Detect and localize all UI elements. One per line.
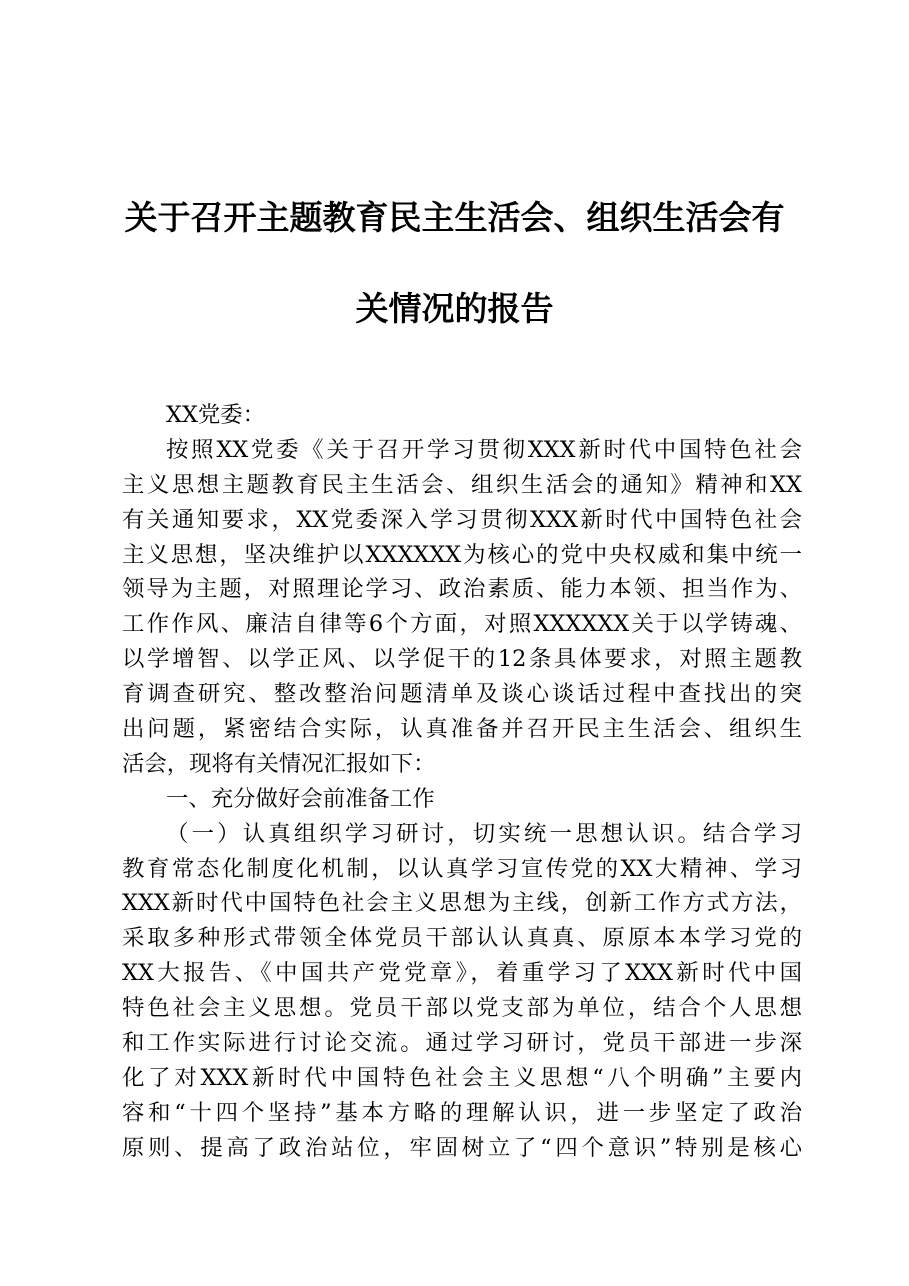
paragraph-line: 容和“十四个坚持”基本方略的理解认识，进一步坚定了政治 [122,1099,802,1126]
paragraph-line: 活会，现将有关情况汇报如下： [122,750,436,777]
paragraph-line: 采取多种形式带领全体党员干部认认真真、原原本本学习党的 [122,925,802,952]
paragraph-line: 化了对XXX新时代中国特色社会主义思想“八个明确”主要内 [122,1064,802,1091]
section-heading: 一、充分做好会前准备工作 [166,785,435,812]
paragraph-line: 育调查研究、整改整治问题清单及谈心谈话过程中查找出的突 [122,681,802,708]
paragraph-line: 特色社会主义思想。党员干部以党支部为单位，结合个人思想 [122,995,802,1022]
document-title-line-2: 关情况的报告 [355,289,554,328]
paragraph-line: 按照XX党委《关于召开学习贯彻XXX新时代中国特色社会 [166,436,802,463]
document-body [122,398,802,1166]
paragraph-line: 有关通知要求，XX党委深入学习贯彻XXX新时代中国特色社会 [122,506,802,533]
paragraph-line: 以学增智、以学正风、以学促干的12条具体要求，对照主题教 [122,646,802,673]
paragraph-line: （一）认真组织学习研讨，切实统一思想认识。结合学习 [166,820,802,847]
document-title-line-1: 关于召开主题教育民主生活会、组织生活会有 [124,198,785,237]
paragraph-line: 工作作风、廉洁自律等6个方面，对照XXXXXX关于以学铸魂、 [122,611,802,638]
paragraph-line: 主义思想主题教育民主生活会、组织生活会的通知》精神和XX [122,471,802,498]
paragraph-line: 出问题，紧密结合实际，认真准备并召开民主生活会、组织生 [122,716,802,743]
paragraph-line: 主义思想，坚决维护以XXXXXX为核心的党中央权威和集中统一 [122,541,802,568]
salutation: XX党委： [166,402,266,428]
paragraph-line: XX大报告、《中国共产党党章》，着重学习了XXX新时代中国 [122,960,802,987]
paragraph-line: 原则、提高了政治站位，牢固树立了“四个意识”特别是核心 [122,1134,802,1161]
paragraph-line: 教育常态化制度化机制，以认真学习宣传党的XX大精神、学习 [122,855,802,882]
paragraph-line: 和工作实际进行讨论交流。通过学习研讨，党员干部进一步深 [122,1030,802,1057]
paragraph-line: XXX新时代中国特色社会主义思想为主线，创新工作方式方法， [122,890,802,917]
paragraph-line: 领导为主题，对照理论学习、政治素质、能力本领、担当作为、 [122,576,802,603]
